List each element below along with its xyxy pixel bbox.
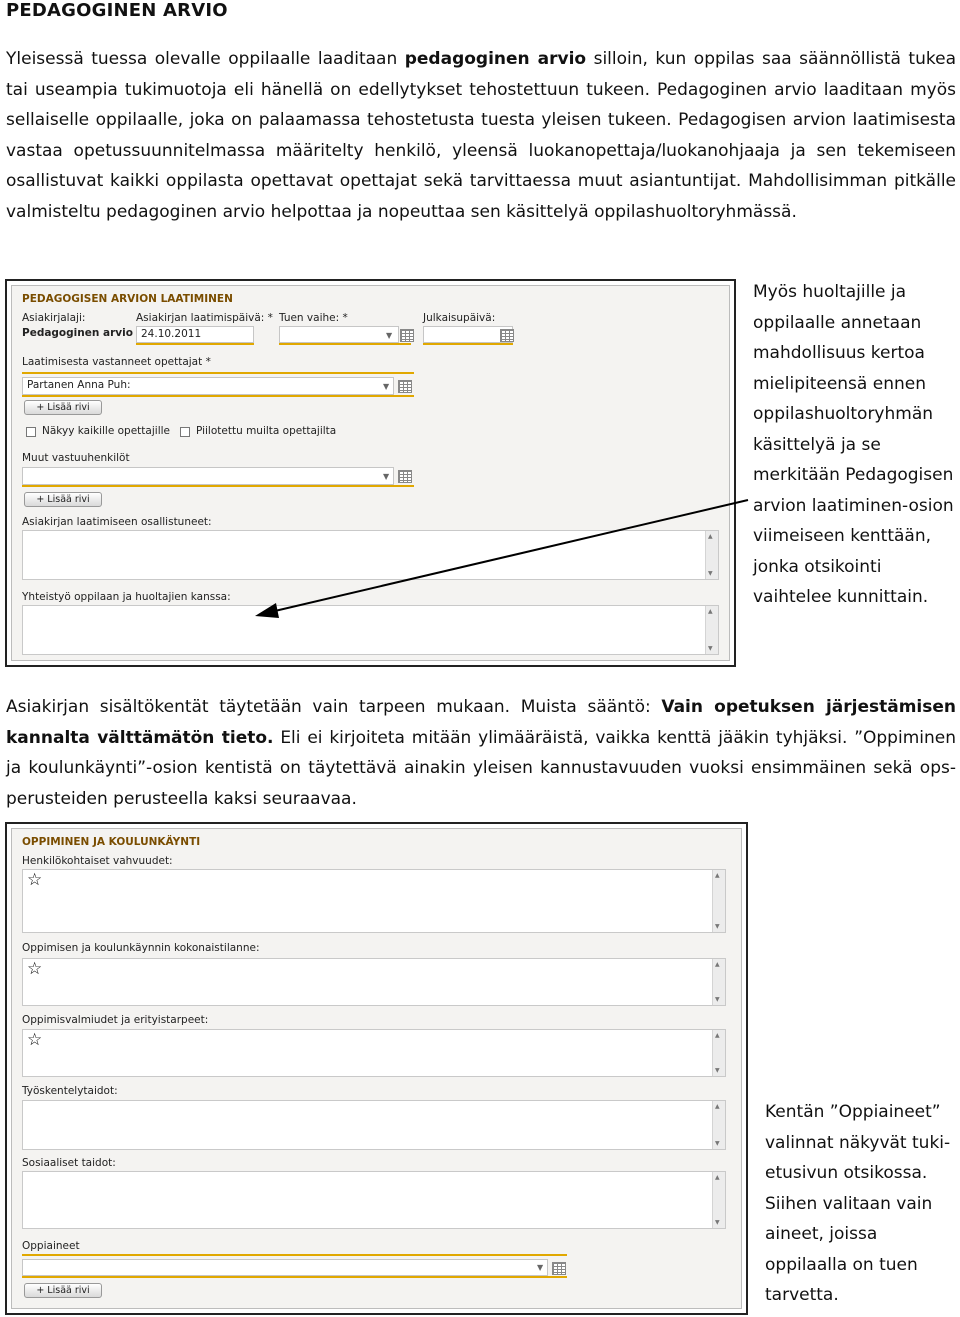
scroll-down-icon[interactable]: ▼: [715, 1140, 720, 1147]
publish-label: Julkaisupäivä:: [423, 312, 496, 324]
visible-all-label: Näkyy kaikille opettajille: [42, 425, 170, 437]
intro-text-1: Yleisessä tuessa olevalle oppilaalle laaditaan: [6, 49, 405, 69]
subjects-underline: [22, 1254, 567, 1256]
hidden-others-label: Piilotettu muilta opettajilta: [196, 425, 337, 437]
field-label: Työskentelytaidot:: [22, 1085, 118, 1097]
scrollbar[interactable]: [712, 870, 725, 932]
date-field[interactable]: 24.10.2011: [136, 326, 254, 343]
scroll-down-icon[interactable]: ▼: [715, 1067, 720, 1074]
scroll-down-icon[interactable]: ▼: [715, 1219, 720, 1226]
scrollbar[interactable]: [712, 1172, 725, 1228]
scroll-down-icon[interactable]: ▼: [715, 996, 720, 1003]
content-text-2: Eli ei kirjoiteta mitään ylimääräistä, vaikka kenttä jääkin tyhjäksi. ”Oppiminen ja koulunkäynti”-osion kentistä on täytettävä ainakin yleisen kannustavuuden vuoksi ensimmäinen sekä ops-perusteiden perusteella kaksi seuraavaa.: [6, 727, 956, 809]
side-note-1: Myös huoltajille ja oppilaalle annetaan mahdollisuus kertoa mielipiteensä ennen oppilashuoltoryhmän käsittelyä ja se merkitään Pedagogisen arvion laatiminen-osion viimeiseen kenttään, jonka otsikointi vaihtelee kunnittain.: [753, 282, 954, 607]
scroll-up-icon[interactable]: ▲: [715, 1103, 720, 1110]
field-label: Oppimisvalmiudet ja erityistarpeet:: [22, 1014, 209, 1026]
chevron-down-icon[interactable]: ▼: [386, 331, 393, 340]
strengths-textarea[interactable]: [22, 869, 726, 933]
teachers-label: Laatimisesta vastanneet opettajat *: [22, 356, 211, 368]
field-label: Henkilökohtaiset vahvuudet:: [22, 855, 173, 867]
others-label: Muut vastuuhenkilöt: [22, 452, 130, 464]
scroll-up-icon[interactable]: ▲: [715, 872, 720, 879]
doc-type-label: Asiakirjalaji:: [22, 312, 86, 324]
participants-label: Asiakirjan laatimiseen osallistuneet:: [22, 516, 212, 528]
scrollbar[interactable]: [712, 1030, 725, 1076]
scroll-down-icon[interactable]: ▼: [715, 923, 720, 930]
working-skills-textarea[interactable]: [22, 1100, 726, 1150]
scroll-up-icon[interactable]: ▲: [708, 533, 713, 540]
arrow-line: [262, 500, 748, 614]
content-bold: Vain opetuksen järjestämisen kannalta välttämätön tieto.: [6, 697, 956, 748]
support-label: Tuen vaihe: *: [279, 312, 348, 324]
chevron-down-icon[interactable]: ▼: [537, 1263, 544, 1272]
social-skills-textarea[interactable]: [22, 1171, 726, 1229]
page-heading: PEDAGOGINEN ARVIO: [6, 0, 228, 21]
subjects-select[interactable]: [22, 1259, 548, 1276]
add-row-button[interactable]: + Lisää rivi: [24, 492, 102, 507]
cooperation-label: Yhteistyö oppilaan ja huoltajien kanssa:: [22, 591, 231, 603]
scroll-up-icon[interactable]: ▲: [708, 608, 713, 615]
teacher-select[interactable]: Partanen Anna Puh:: [22, 377, 394, 395]
content-text-1: Asiakirjan sisältökentät täytetään vain tarpeen mukaan. Muista sääntö:: [6, 697, 662, 717]
intro-bold: pedagoginen arvio: [404, 49, 587, 69]
star-icon: ☆: [27, 959, 43, 979]
subjects-underline: [22, 1276, 567, 1278]
scrollbar[interactable]: [712, 959, 725, 1005]
content-paragraph: [6, 692, 956, 814]
list-icon[interactable]: [552, 1262, 566, 1275]
arrow-head-icon: [255, 603, 279, 618]
star-icon: ☆: [27, 870, 43, 890]
scroll-up-icon[interactable]: ▲: [715, 1032, 720, 1039]
form2-title: OPPIMINEN JA KOULUNKÄYNTI: [22, 836, 201, 848]
scrollbar[interactable]: [712, 1101, 725, 1149]
intro-text-2: silloin, kun oppilas saa säännöllistä tukea tai useampia tukimuotoja eli hänellä on edellytykset tehostettuun tukeen. Pedagoginen arvio laaditaan myös sellaiselle oppilaalle, joka on palaamassa tehostetusta tuesta yleisen tukeen. Pedagogisen arvion laatimisesta vastaa opetussuunnitelmassa määritelty henkilö, yleensä luokanopettaja/luokanohjaaja ja sen tekemiseen osallistuvat kaikki oppilasta opettavat opettajat sekä tarvittaessa muut asiantuntijat. Mahdollisimman pitkälle valmisteltu pedagoginen arvio helpottaa ja nopeuttaa sen käsittelyä oppilashuoltoryhmässä.: [6, 49, 956, 222]
scroll-up-icon[interactable]: ▲: [715, 1174, 720, 1181]
form-panel-2: [11, 828, 742, 1309]
scroll-down-icon[interactable]: ▼: [708, 570, 713, 577]
scroll-down-icon[interactable]: ▼: [708, 645, 713, 652]
overall-situation-textarea[interactable]: [22, 958, 726, 1006]
field-label: Sosiaaliset taidot:: [22, 1157, 116, 1169]
chevron-down-icon[interactable]: ▼: [383, 382, 390, 391]
learning-readiness-textarea[interactable]: [22, 1029, 726, 1077]
field-label: Oppimisen ja koulunkäynnin kokonaistilanne:: [22, 942, 260, 954]
form1-title: PEDAGOGISEN ARVION LAATIMINEN: [22, 293, 233, 305]
side-note-2: Kentän ”Oppiaineet” valinnat näkyvät tuki-etusivun otsikossa. Siihen valitaan vain aineet, joissa oppilaalla on tuen tarvetta.: [765, 1102, 951, 1305]
date-label: Asiakirjan laatimispäivä: *: [136, 312, 273, 324]
scroll-up-icon[interactable]: ▲: [715, 961, 720, 968]
chevron-down-icon[interactable]: ▼: [383, 472, 390, 481]
doc-type-value: Pedagoginen arvio: [22, 327, 133, 339]
add-row-button[interactable]: + Lisää rivi: [24, 400, 102, 415]
add-row-button[interactable]: + Lisää rivi: [24, 1283, 102, 1298]
star-icon: ☆: [27, 1030, 43, 1050]
form-screenshot-2: [5, 822, 748, 1315]
field-label: Oppiaineet: [22, 1240, 80, 1252]
